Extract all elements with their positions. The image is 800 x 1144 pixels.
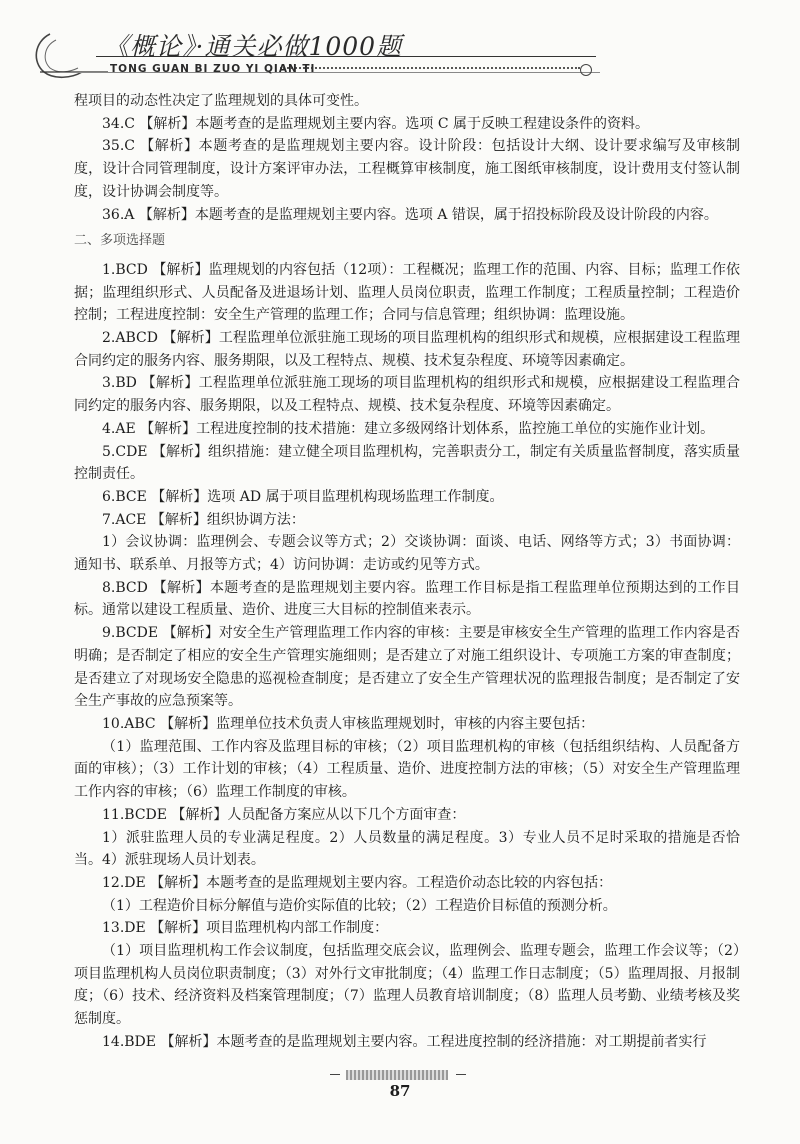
- answer-paragraph: 4.AE 【解析】工程进度控制的技术措施：建立多级网络计划体系，监控施工单位的实施作业计划。: [102, 420, 715, 437]
- answer-paragraph: 36.A 【解析】本题考查的是监理规划主要内容。选项 A 错误，属于招投标阶段及设计阶段的内容。: [102, 206, 718, 223]
- book-title: 《概论》·通关必做1000题: [104, 32, 403, 61]
- page-footer: [0, 1064, 800, 1104]
- answer-paragraph: 6.BCE 【解析】选项 AD 属于项目监理机构现场监理工作制度。: [102, 488, 504, 505]
- answer-detail: （1）工程造价目标分解值与造价实际值的比较；（2）工程造价目标值的预测分析。: [102, 897, 617, 914]
- section-title: 二、多项选择题: [74, 233, 166, 249]
- answer-paragraph: 14.BDE 【解析】本题考查的是监理规划主要内容。工程进度控制的经济措施：对工期提前者实行: [102, 1033, 707, 1050]
- page-header: [0, 0, 800, 84]
- answer-paragraph: 8.BCD 【解析】本题考查的是监理规划主要内容。监理工作目标是指工程监理单位预期达到的工作目标。通常以建设工程质量、造价、进度三大目标的控制值来表示。: [74, 579, 740, 619]
- page-body: [74, 90, 740, 1054]
- answer-paragraph: 2.ABCD 【解析】工程监理单位派驻施工现场的项目监理机构的组织形式和规模，应根据建设工程监理合同约定的服务内容、服务期限，以及工程特点、规模、技术复杂程度、环境等因素确定。: [74, 330, 740, 369]
- answer-paragraph: 5.CDE 【解析】组织措施：建立健全项目监理机构，完善职责分工，制定有关质量监督制度，落实质量控制责任。: [74, 443, 740, 483]
- answer-paragraph: 10.ABC 【解析】监理单位技术负责人审核监理规划时，审核的内容主要包括：: [102, 715, 595, 732]
- answer-paragraph: 11.BCDE 【解析】人员配备方案应从以下几个方面审查：: [102, 806, 466, 823]
- answer-paragraph: 13.DE 【解析】项目监理机构内部工作制度：: [102, 920, 389, 937]
- answer-paragraph: 7.ACE 【解析】组织协调方法：: [102, 511, 305, 528]
- answer-paragraph: 1.BCD 【解析】监理规划的内容包括（12项）：工程概况；监理工作的范围、内容、目标；监理工作依据；监理组织形式、人员配备及进退场计划、监理人员岗位职责，监理工作制度；工程质量控制；工程造价控制；工程进度控制：安全生产管理的监理工作；合同与信息管理；组织协调：监理设施。: [74, 261, 740, 324]
- answer-detail: 1）派驻监理人员的专业满足程度。2）人员数量的满足程度。3）专业人员不足时采取的措施是否恰当。4）派驻现场人员计划表。: [74, 829, 740, 869]
- answer-paragraph: 12.DE 【解析】本题考查的是监理规划主要内容。工程造价动态比较的内容包括：: [102, 874, 613, 891]
- answer-paragraph: 34.C 【解析】本题考查的是监理规划主要内容。选项 C 属于反映工程建设条件的资料。: [102, 115, 650, 132]
- decorative-swirl-icon: [30, 28, 110, 82]
- header-ring-ornament-icon: [580, 64, 592, 76]
- answer-paragraph: 35.C 【解析】本题考查的是监理规划主要内容。设计阶段：包括设计大纲、设计要求编写及审核制度，设计合同管理制度，设计方案评审办法，工程概算审核制度，施工图纸审核制度，设计费用支付签认制度，设计协调会制度等。: [74, 138, 740, 200]
- answer-detail: （1）监理范围、工作内容及监理目标的审核；（2）项目监理机构的审核（包括组织结构、人员配备方面的审核）；（3）工作计划的审核；（4）工程质量、造价、进度控制方法的审核；（5）对安全生产管理监理工作内容的审核；（6）监理工作制度的审核。: [74, 738, 740, 801]
- footer-dash: [456, 1074, 466, 1075]
- answer-detail: （1）项目监理机构工作会议制度，包括监理交底会议，监理例会、监理专题会，监理工作会议等；（2）项目监理机构人员岗位职责制度；（3）对外行文审批制度；（4）监理工作日志制度；（5）监理周报、月报制度；（6）技术、经济资料及档案管理制度；（7）监理人员教育培训制度；（8）监理人员考勤、业绩考核及奖惩制度。: [74, 943, 740, 1028]
- answer-detail: 1）会议协调：监理例会、专题会议等方式；2）交谈协调：面谈、电话、网络等方式；3）书面协调：通知书、联系单、月报等方式；4）访问协调：走访或约见等方式。: [74, 534, 740, 574]
- book-subtitle: TONG GUAN BI ZUO YI QIAN TI: [110, 63, 316, 75]
- footer-dash: [330, 1074, 340, 1075]
- header-dotted-rule: [280, 67, 580, 75]
- footer-ornament: [346, 1070, 448, 1080]
- answer-paragraph: 3.BD 【解析】工程监理单位派驻施工现场的项目监理机构的组织形式和规模，应根据建设工程监理合同约定的服务内容、服务期限，以及工程特点、规模、技术复杂程度、环境等因素确定。: [74, 375, 740, 415]
- answer-paragraph: 9.BCDE 【解析】对安全生产管理监理工作内容的审核：主要是审核安全生产管理的监理工作内容是否明确；是否制定了相应的安全生产管理实施细则；是否建立了对施工组织设计、专项施工方案的审查制度；是否建立了对现场安全隐患的巡视检查制度；是否建立了安全生产管理状况的监理报告制度；是否制定了安全生产事故的应急预案等。: [74, 625, 740, 710]
- page-number: 87: [389, 1082, 411, 1100]
- paragraph: 程项目的动态性决定了监理规划的具体可变性。: [74, 93, 368, 109]
